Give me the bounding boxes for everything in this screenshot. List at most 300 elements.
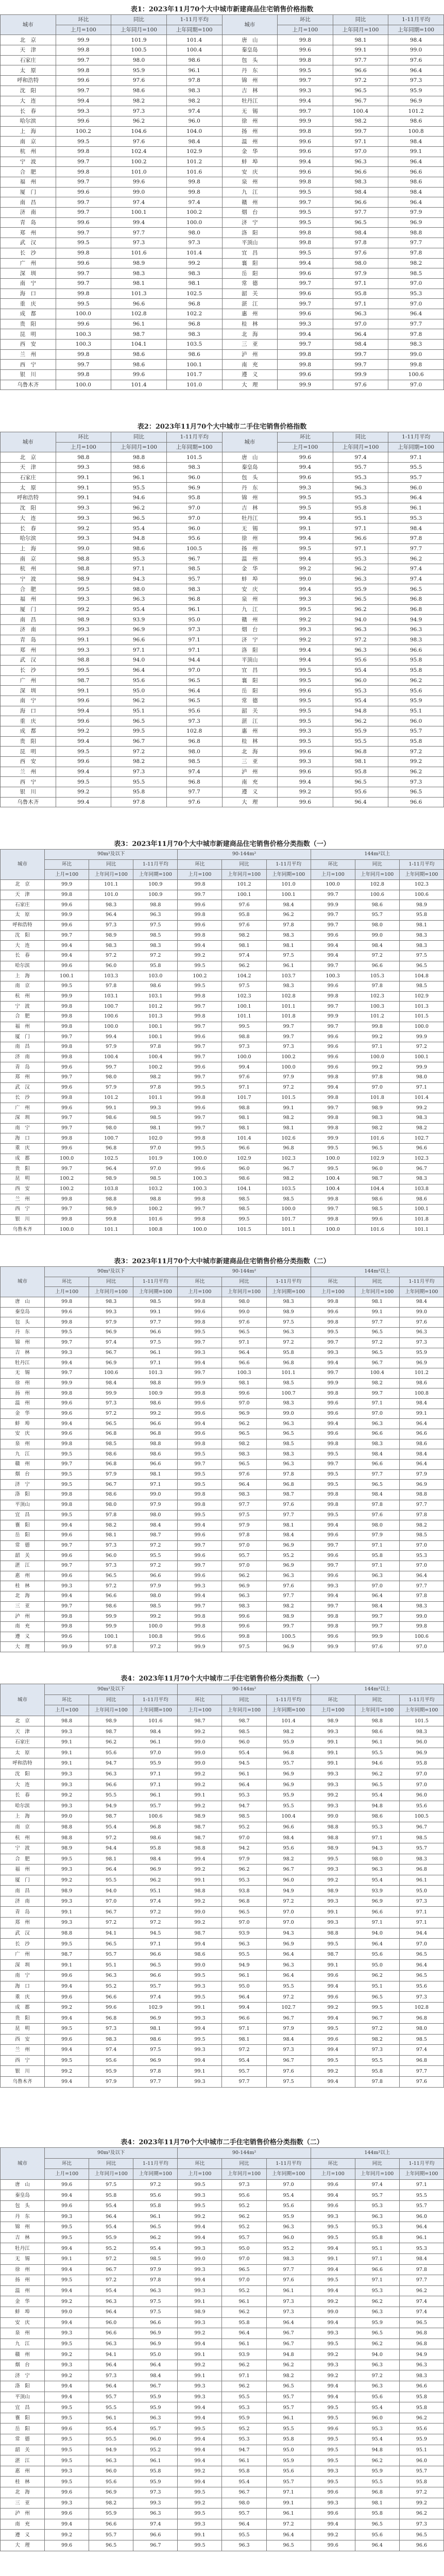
city-name-cell: 岳 阳 — [222, 686, 278, 696]
index-value-cell: 99.0 — [311, 1811, 355, 1822]
index-value-cell: 98.4 — [89, 1378, 133, 1388]
index-value-cell: 95.7 — [222, 1551, 266, 1561]
index-value-cell: 98.9 — [45, 1886, 89, 1896]
index-value-cell: 99.7 — [56, 55, 111, 65]
index-value-cell: 97.9 — [355, 1530, 399, 1540]
index-value-cell: 99.7 — [311, 910, 355, 921]
city-name-cell: 青 岛 — [1, 1907, 45, 1918]
index-value-cell: 96.5 — [111, 716, 167, 726]
index-value-cell: 99.7 — [45, 1205, 89, 1215]
index-value-cell: 98.3 — [222, 1490, 266, 1500]
index-value-cell: 97.6 — [166, 797, 222, 807]
index-value-cell: 98.0 — [166, 747, 222, 757]
index-value-cell: 101.8 — [399, 1214, 443, 1225]
index-value-cell: 96.0 — [222, 1164, 266, 1174]
city-name-cell: 惠 州 — [222, 726, 278, 736]
table-row — [1, 329, 444, 340]
city-name-cell: 蚌 埠 — [1, 2307, 45, 2317]
table-row — [1, 2360, 444, 2370]
table-row — [1, 1886, 444, 1896]
index-value-cell: 94.8 — [111, 533, 167, 544]
index-value-cell: 94.3 — [355, 1843, 399, 1854]
index-value-cell: 95.7 — [133, 1981, 178, 1992]
base-period-header: 上年同月=100 — [111, 25, 167, 35]
index-value-cell: 101.9 — [111, 35, 167, 45]
index-value-cell: 99.4 — [311, 2317, 355, 2328]
city-name-cell: 大 连 — [1, 513, 56, 523]
city-name-cell: 常 德 — [222, 696, 278, 706]
index-value-cell: 99.5 — [311, 1510, 355, 1520]
index-value-cell: 99.4 — [45, 2243, 89, 2254]
index-value-cell: 98.7 — [89, 1811, 133, 1822]
city-name-cell: 遵 义 — [222, 787, 278, 798]
index-value-cell: 99.2 — [278, 615, 333, 625]
index-value-cell: 96.7 — [333, 96, 388, 106]
index-value-cell: 99.7 — [178, 1337, 222, 1348]
index-value-cell: 95.6 — [399, 1801, 443, 1811]
index-value-cell: 96.5 — [355, 1480, 399, 1490]
index-value-cell: 99.1 — [45, 1960, 89, 1971]
index-value-cell: 95.1 — [399, 2445, 443, 2455]
base-period-header: 上年同月=100 — [222, 2169, 266, 2180]
city-name-cell: 金 华 — [222, 564, 278, 574]
index-value-cell: 100.1 — [222, 1002, 266, 1012]
index-value-cell: 99.9 — [311, 900, 355, 910]
index-value-cell: 96.9 — [388, 96, 444, 106]
index-value-cell: 96.1 — [222, 2455, 266, 2466]
index-value-cell: 95.2 — [266, 1551, 311, 1561]
price-index-table-6 — [0, 2138, 444, 2551]
index-value-cell: 95.9 — [355, 2466, 399, 2477]
table-row — [1, 1480, 444, 1490]
table-row — [1, 2519, 444, 2530]
index-value-cell: 98.0 — [111, 55, 167, 65]
index-value-cell: 95.0 — [266, 2445, 311, 2455]
index-value-cell: 98.7 — [178, 1822, 222, 1833]
index-value-cell: 99.9 — [45, 1378, 89, 1388]
index-value-cell: 99.7 — [311, 1205, 355, 1215]
table-row — [1, 76, 444, 86]
index-value-cell: 99.7 — [178, 890, 222, 900]
table-row — [1, 920, 444, 930]
index-value-cell: 94.8 — [266, 2349, 311, 2360]
index-value-cell: 95.8 — [222, 910, 266, 921]
index-value-cell: 99.6 — [311, 1551, 355, 1561]
index-value-cell: 99.8 — [45, 1388, 89, 1399]
index-value-cell: 97.7 — [266, 2264, 311, 2275]
index-value-cell: 96.7 — [89, 2264, 133, 2275]
index-value-cell: 96.1 — [133, 1737, 178, 1748]
index-value-cell: 99.3 — [178, 2264, 222, 2275]
table-row — [1, 1875, 444, 1886]
index-value-cell: 96.3 — [89, 2296, 133, 2307]
index-value-cell: 98.6 — [388, 177, 444, 188]
index-value-cell: 99.1 — [133, 1307, 178, 1317]
index-value-cell: 99.7 — [278, 278, 333, 289]
base-period-header: 上年同期=100 — [166, 442, 222, 452]
index-value-cell: 99.6 — [45, 1062, 89, 1073]
index-value-cell: 99.4 — [278, 584, 333, 595]
index-value-cell: 96.6 — [388, 797, 444, 807]
index-value-cell: 98.3 — [166, 86, 222, 96]
index-value-cell: 96.3 — [355, 2211, 399, 2222]
index-value-cell: 102.5 — [89, 1154, 133, 1164]
index-value-cell: 98.8 — [56, 554, 111, 564]
index-value-cell: 99.3 — [45, 1865, 89, 1875]
index-value-cell: 99.5 — [278, 544, 333, 554]
table-row — [1, 309, 444, 319]
index-value-cell: 99.7 — [266, 1022, 311, 1032]
index-value-cell: 99.4 — [178, 2477, 222, 2487]
index-value-cell: 96.2 — [399, 2413, 443, 2424]
index-value-cell: 99.0 — [388, 349, 444, 360]
table-row — [1, 1297, 444, 1308]
index-value-cell: 100.6 — [388, 370, 444, 380]
index-value-cell: 96.4 — [266, 1949, 311, 1960]
index-value-cell: 97.8 — [333, 238, 388, 248]
index-value-cell: 100.8 — [133, 1632, 178, 1642]
index-value-cell: 99.7 — [311, 1002, 355, 1012]
index-value-cell: 99.6 — [311, 1062, 355, 1073]
city-header: 城市 — [1, 1267, 45, 1297]
index-value-cell: 99.5 — [45, 1328, 89, 1338]
index-value-cell: 96.3 — [388, 625, 444, 635]
index-value-cell: 99.2 — [178, 2498, 222, 2509]
table-row — [1, 1540, 444, 1551]
index-value-cell: 96.6 — [355, 1907, 399, 1918]
city-name-cell: 秦皇岛 — [1, 1307, 45, 1317]
index-value-cell: 98.9 — [311, 1716, 355, 1726]
index-value-cell: 98.8 — [355, 1716, 399, 1726]
index-value-cell: 98.2 — [222, 1439, 266, 1449]
index-value-cell: 99.6 — [278, 309, 333, 319]
index-value-cell: 100.1 — [399, 1205, 443, 1215]
index-value-cell: 94.4 — [89, 1843, 133, 1854]
index-value-cell: 99.4 — [178, 2434, 222, 2445]
base-period-header: 上年同期=100 — [266, 1705, 311, 1716]
table-row — [1, 157, 444, 167]
index-value-cell: 99.3 — [56, 463, 111, 473]
index-value-cell: 97.3 — [355, 2045, 399, 2056]
city-name-cell: 徐 州 — [1, 1378, 45, 1388]
index-value-cell: 99.3 — [56, 533, 111, 544]
index-value-cell: 100.6 — [89, 1368, 133, 1378]
table-row — [1, 564, 444, 574]
index-value-cell: 98.1 — [333, 757, 388, 767]
index-value-cell: 99.3 — [45, 2211, 89, 2222]
index-value-cell: 96.4 — [355, 1939, 399, 1950]
table-row — [1, 106, 444, 116]
table-row — [1, 716, 444, 726]
index-value-cell: 96.3 — [333, 483, 388, 493]
index-value-cell: 99.4 — [278, 777, 333, 787]
table-row — [1, 228, 444, 238]
index-value-cell: 95.8 — [333, 503, 388, 513]
index-value-cell: 96.3 — [333, 157, 388, 167]
index-value-cell: 97.6 — [111, 76, 167, 86]
index-value-cell: 94.0 — [355, 2349, 399, 2360]
index-value-cell: 96.9 — [266, 1939, 311, 1950]
index-value-cell: 97.1 — [333, 523, 388, 534]
index-value-cell: 97.9 — [222, 1520, 266, 1531]
index-value-cell: 99.3 — [45, 1581, 89, 1591]
index-value-cell: 96.0 — [399, 2455, 443, 2466]
index-value-cell: 100.0 — [355, 1052, 399, 1062]
index-value-cell: 99.1 — [278, 523, 333, 534]
index-value-cell: 98.2 — [222, 930, 266, 941]
table-row — [1, 1348, 444, 1358]
index-value-cell: 98.4 — [133, 2370, 178, 2381]
index-value-cell: 100.0 — [56, 380, 111, 390]
table-row — [1, 554, 444, 564]
index-value-cell: 104.4 — [355, 1184, 399, 1194]
index-value-cell: 98.3 — [399, 1174, 443, 1184]
index-value-cell: 97.2 — [133, 951, 178, 961]
index-value-cell: 96.4 — [222, 2519, 266, 2530]
city-name-cell: 长 春 — [1, 951, 45, 961]
index-value-cell: 95.7 — [222, 2066, 266, 2077]
city-name-cell: 北 海 — [1, 1591, 45, 1602]
index-value-cell: 99.8 — [311, 1439, 355, 1449]
index-value-cell: 99.6 — [278, 797, 333, 807]
index-value-cell: 100.1 — [222, 890, 266, 900]
index-value-cell: 99.8 — [178, 1297, 222, 1308]
index-value-cell: 95.8 — [222, 2317, 266, 2328]
index-value-cell: 97.2 — [89, 951, 133, 961]
index-value-cell: 98.9 — [311, 1886, 355, 1896]
index-value-cell: 96.8 — [388, 595, 444, 605]
index-value-cell: 95.8 — [133, 1843, 178, 1854]
index-value-cell: 96.3 — [266, 1328, 311, 1338]
city-name-cell: 宜 昌 — [222, 248, 278, 258]
city-name-cell: 烟 台 — [222, 625, 278, 635]
index-value-cell: 96.8 — [266, 1358, 311, 1368]
index-value-cell: 98.0 — [355, 1520, 399, 1531]
table-row — [1, 1225, 444, 1235]
index-value-cell: 101.1 — [399, 1225, 443, 1235]
city-name-cell: 无 锡 — [1, 1368, 45, 1378]
city-name-cell: 银 川 — [1, 787, 56, 798]
index-value-cell: 99.4 — [56, 96, 111, 106]
index-value-cell: 96.5 — [166, 675, 222, 686]
index-value-cell: 98.2 — [266, 1854, 311, 1865]
index-value-cell: 97.2 — [399, 2487, 443, 2498]
index-value-cell: 98.5 — [222, 1205, 266, 1215]
index-value-cell: 98.6 — [166, 349, 222, 360]
index-value-cell: 99.8 — [45, 1133, 89, 1144]
index-value-cell: 99.8 — [45, 1612, 89, 1622]
index-value-cell: 96.2 — [89, 1737, 133, 1748]
index-value-cell: 97.5 — [266, 2076, 311, 2087]
index-value-cell: 99.9 — [89, 1612, 133, 1622]
index-value-cell: 97.1 — [399, 1918, 443, 1928]
base-period-header: 上月=100 — [311, 1705, 355, 1716]
index-value-cell: 96.3 — [333, 625, 388, 635]
table-row — [1, 248, 444, 258]
table-row — [1, 1429, 444, 1439]
index-value-cell: 96.1 — [111, 472, 167, 483]
city-name-cell: 合 肥 — [1, 167, 56, 177]
base-period-header: 上年同期=100 — [399, 870, 443, 880]
index-value-cell: 99.4 — [45, 2519, 89, 2530]
table-row — [1, 268, 444, 279]
index-value-cell: 99.8 — [45, 1194, 89, 1205]
index-value-cell: 98.0 — [399, 1073, 443, 1083]
index-value-cell: 98.4 — [388, 187, 444, 197]
index-value-cell: 98.7 — [178, 1833, 222, 1843]
index-value-cell: 99.2 — [355, 1032, 399, 1042]
index-value-cell: 96.2 — [222, 2360, 266, 2370]
city-name-cell: 石家庄 — [1, 55, 56, 65]
index-value-cell: 97.0 — [355, 1082, 399, 1093]
index-value-cell: 97.3 — [89, 2024, 133, 2035]
table-row — [1, 1790, 444, 1801]
index-value-cell: 101.1 — [266, 1002, 311, 1012]
index-value-cell: 99.6 — [311, 981, 355, 991]
index-value-cell: 99.4 — [311, 941, 355, 951]
table-row — [1, 797, 444, 807]
base-period-header: 上年同期=100 — [133, 870, 178, 880]
city-name-cell: 吉 林 — [1, 1348, 45, 1358]
index-value-cell: 99.0 — [311, 2307, 355, 2317]
index-value-cell: 99.4 — [311, 2519, 355, 2530]
index-value-cell: 101.4 — [166, 248, 222, 258]
index-value-cell: 96.2 — [355, 2338, 399, 2349]
index-value-cell: 96.3 — [222, 1939, 266, 1950]
city-name-cell: 西 宁 — [1, 777, 56, 787]
index-value-cell: 97.2 — [355, 2024, 399, 2035]
index-value-cell: 98.7 — [133, 1530, 178, 1540]
index-value-cell: 96.4 — [333, 329, 388, 340]
column-header: 同比 — [355, 859, 399, 870]
index-value-cell: 99.1 — [333, 45, 388, 56]
index-value-cell: 99.8 — [355, 1022, 399, 1032]
index-value-cell: 99.8 — [311, 1622, 355, 1632]
table-row — [1, 2509, 444, 2519]
index-value-cell: 99.1 — [45, 2253, 89, 2264]
index-value-cell: 97.2 — [388, 747, 444, 757]
index-value-cell: 97.6 — [399, 2076, 443, 2087]
index-value-cell: 99.8 — [178, 1093, 222, 1103]
index-value-cell: 103.8 — [399, 1184, 443, 1194]
index-value-cell: 99.3 — [56, 645, 111, 655]
index-value-cell: 96.1 — [266, 2509, 311, 2519]
index-value-cell: 96.3 — [222, 2540, 266, 2551]
index-value-cell: 95.4 — [89, 1822, 133, 1833]
table-row — [1, 1854, 444, 1865]
index-value-cell: 95.3 — [355, 2222, 399, 2233]
index-value-cell: 99.3 — [278, 319, 333, 329]
index-value-cell: 102.9 — [222, 1154, 266, 1164]
city-name-cell: 厦 门 — [1, 1032, 45, 1042]
index-value-cell: 98.8 — [111, 452, 167, 463]
index-value-cell: 98.7 — [355, 1174, 399, 1184]
index-value-cell: 95.3 — [355, 2285, 399, 2296]
column-header-row — [1, 2158, 444, 2169]
index-value-cell: 99.1 — [388, 146, 444, 157]
index-value-cell: 99.4 — [311, 1981, 355, 1992]
city-name-cell: 包 头 — [1, 1317, 45, 1328]
index-value-cell: 98.2 — [399, 1520, 443, 1531]
city-name-cell: 贵 阳 — [1, 319, 56, 329]
base-period-header: 上年同月=100 — [222, 1705, 266, 1716]
area-group-header: 90-144m² — [178, 850, 311, 860]
index-value-cell: 95.6 — [266, 1843, 311, 1854]
index-value-cell: 98.8 — [89, 1194, 133, 1205]
index-value-cell: 96.4 — [399, 1460, 443, 1470]
index-value-cell: 99.2 — [399, 1103, 443, 1113]
index-value-cell: 100.2 — [166, 208, 222, 218]
table-row — [1, 1490, 444, 1500]
index-value-cell: 98.5 — [266, 1439, 311, 1449]
index-value-cell: 96.0 — [355, 1164, 399, 1174]
column-header: 同比 — [89, 859, 133, 870]
table-row — [1, 595, 444, 605]
index-value-cell: 96.5 — [399, 2530, 443, 2540]
index-value-cell: 99.5 — [222, 1022, 266, 1032]
index-value-cell: 99.6 — [178, 1429, 222, 1439]
index-value-cell: 102.9 — [166, 146, 222, 157]
city-name-cell: 上 海 — [1, 971, 45, 981]
index-value-cell: 99.5 — [45, 2477, 89, 2487]
index-value-cell: 97.6 — [222, 1317, 266, 1328]
table-row — [1, 1769, 444, 1780]
index-value-cell: 95.7 — [399, 1843, 443, 1854]
base-period-header: 上年同期=100 — [166, 25, 222, 35]
table-row — [1, 1133, 444, 1144]
index-value-cell: 96.4 — [89, 2307, 133, 2317]
index-value-cell: 98.3 — [266, 1398, 311, 1409]
index-value-cell: 95.6 — [133, 2190, 178, 2201]
index-value-cell: 99.2 — [178, 2466, 222, 2477]
index-value-cell: 99.4 — [45, 941, 89, 951]
index-value-cell: 96.3 — [133, 2285, 178, 2296]
index-value-cell: 98.4 — [133, 1726, 178, 1737]
index-value-cell: 96.4 — [399, 1960, 443, 1971]
city-name-cell: 厦 门 — [1, 1875, 45, 1886]
index-value-cell: 99.8 — [278, 35, 333, 45]
index-value-cell: 99.9 — [89, 1388, 133, 1399]
index-value-cell: 97.1 — [111, 564, 167, 574]
index-value-cell: 97.0 — [266, 1918, 311, 1928]
index-value-cell: 99.1 — [178, 1790, 222, 1801]
city-name-cell: 泸 州 — [222, 767, 278, 777]
index-value-cell: 97.3 — [266, 2045, 311, 2056]
index-value-cell: 96.2 — [222, 1419, 266, 1429]
index-value-cell: 99.7 — [89, 1062, 133, 1073]
index-value-cell: 101.2 — [89, 1093, 133, 1103]
index-value-cell: 98.0 — [133, 1591, 178, 1602]
index-value-cell: 96.6 — [399, 1143, 443, 1154]
index-value-cell: 95.5 — [89, 1790, 133, 1801]
index-value-cell: 100.1 — [45, 971, 89, 981]
city-name-cell: 长 沙 — [1, 1939, 45, 1950]
index-value-cell: 97.2 — [355, 951, 399, 961]
index-value-cell: 97.8 — [355, 981, 399, 991]
index-value-cell: 98.3 — [266, 2253, 311, 2264]
column-header: 1-11月平均 — [399, 1277, 443, 1287]
table-row — [1, 1022, 444, 1032]
base-period-header: 上年同月=100 — [222, 870, 266, 880]
index-value-cell: 99.6 — [45, 2424, 89, 2434]
column-header: 环比 — [178, 2158, 222, 2169]
index-value-cell: 101.6 — [355, 1225, 399, 1235]
index-value-cell: 101.3 — [111, 289, 167, 299]
index-value-cell: 97.2 — [222, 2045, 266, 2056]
table-row — [1, 503, 444, 513]
index-value-cell: 94.4 — [399, 1928, 443, 1939]
index-value-cell: 99.0 — [355, 930, 399, 941]
